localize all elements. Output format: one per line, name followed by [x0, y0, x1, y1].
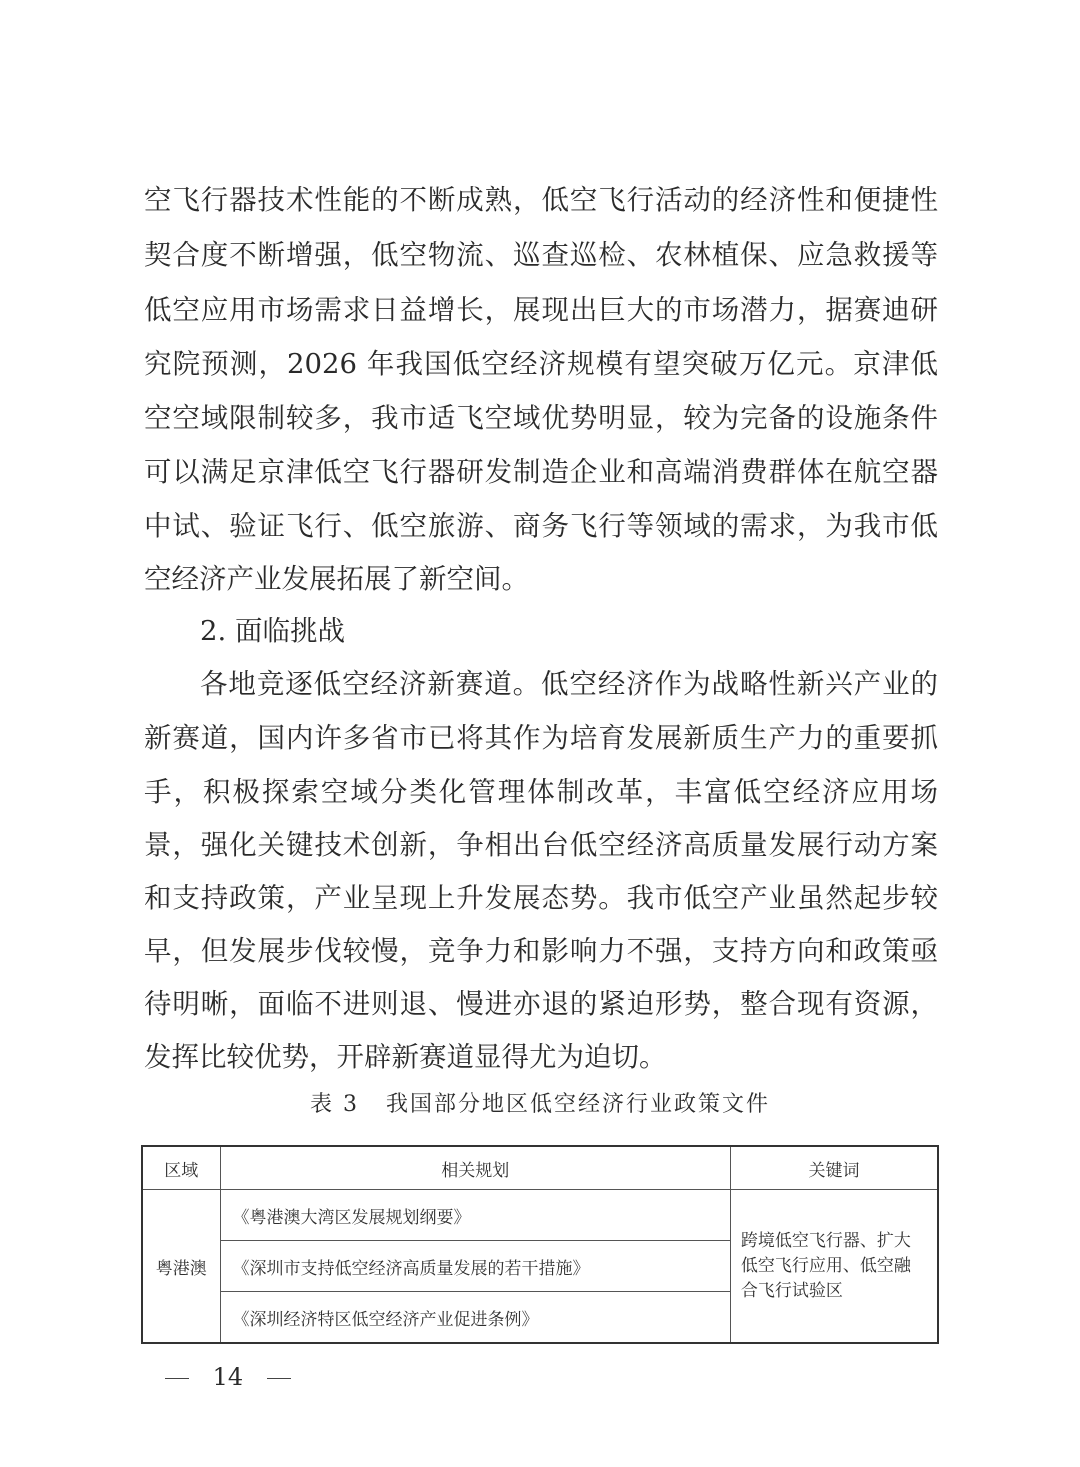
section-heading: 2. 面临挑战 — [200, 615, 345, 647]
paragraph2-line: 和支持政策，产业呈现上升发展态势。我市低空产业虽然起步较 — [144, 882, 938, 914]
paragraph2-line: 手，积极探索空域分类化管理体制改革，丰富低空经济应用场 — [144, 776, 938, 808]
paragraph1-line: 究院预测，2026 年我国低空经济规模有望突破万亿元。京津低 — [144, 348, 938, 380]
paragraph2-line: 待明晰，面临不进则退、慢进亦退的紧迫形势，整合现有资源， — [144, 988, 938, 1020]
paragraph1-line: 空经济产业发展拓展了新空间。 — [144, 563, 529, 595]
paragraph2-line: 发挥比较优势，开辟新赛道显得尤为迫切。 — [144, 1041, 667, 1073]
table-caption — [140, 1088, 940, 1122]
header-plans: 相关规划 — [220, 1146, 730, 1190]
paragraph1-line: 中试、验证飞行、低空旅游、商务飞行等领域的需求，为我市低 — [144, 510, 938, 542]
plan-cell: 《粤港澳大湾区发展规划纲要》 — [220, 1190, 730, 1241]
paragraph1-line: 空空域限制较多，我市适飞空域优势明显，较为完备的设施条件 — [144, 402, 938, 434]
paragraph2-line: 各地竞逐低空经济新赛道。低空经济作为战略性新兴产业的 — [200, 668, 938, 700]
keywords-cell: 跨境低空飞行器、扩大低空飞行应用、低空融合飞行试验区 — [730, 1190, 938, 1344]
paragraph2-line: 早，但发展步伐较慢，竞争力和影响力不强，支持方向和政策亟 — [144, 935, 938, 967]
paragraph1-line: 可以满足京津低空飞行器研发制造企业和高端消费群体在航空器 — [144, 456, 938, 488]
plan-cell: 《深圳市支持低空经济高质量发展的若干措施》 — [220, 1241, 730, 1292]
page-footer — [165, 1360, 291, 1394]
table-header-row — [142, 1146, 938, 1190]
table-row — [142, 1190, 938, 1241]
page-number: 14 — [212, 1363, 244, 1391]
paragraph1-line: 低空应用市场需求日益增长，展现出巨大的市场潜力，据赛迪研 — [144, 294, 938, 326]
table-caption-number: 表 3 — [309, 1092, 359, 1117]
paragraph2-line: 新赛道，国内许多省市已将其作为培育发展新质生产力的重要抓 — [144, 722, 938, 754]
footer-dash-right — [267, 1378, 291, 1379]
paragraph1-line: 空飞行器技术性能的不断成熟，低空飞行活动的经济性和便捷性 — [144, 184, 938, 216]
region-cell: 粤港澳 — [142, 1190, 220, 1344]
header-region: 区域 — [142, 1146, 220, 1190]
table-caption-title: 我国部分地区低空经济行业政策文件 — [385, 1092, 770, 1117]
paragraph1-line: 契合度不断增强，低空物流、巡查巡检、农林植保、应急救援等 — [144, 239, 938, 271]
paragraph2-line: 景，强化关键技术创新，争相出台低空经济高质量发展行动方案 — [144, 829, 938, 861]
footer-dash-left — [165, 1378, 189, 1379]
policy-table — [141, 1145, 939, 1344]
header-keywords: 关键词 — [730, 1146, 938, 1190]
plan-cell: 《深圳经济特区低空经济产业促进条例》 — [220, 1292, 730, 1344]
